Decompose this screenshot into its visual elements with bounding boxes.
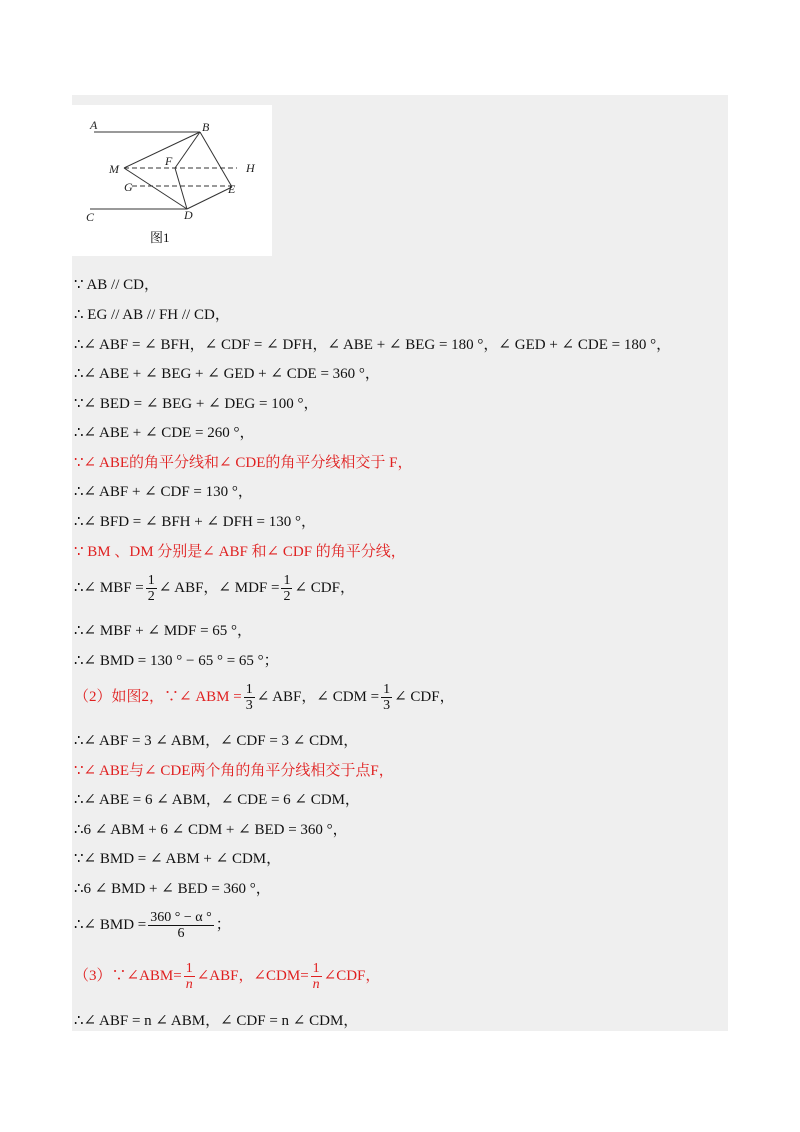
line-8: ∴∠ ABF + ∠ CDF = 130 °， xyxy=(74,484,253,500)
label-c: C xyxy=(86,210,95,224)
line-11: ∴∠ MBF + ∠ MDF = 65 °， xyxy=(74,623,253,639)
fraction-half-1: $\frac{1}{2}$ xyxy=(147,573,155,604)
line-bmd xyxy=(74,910,231,941)
text: ∴∠ MBF = xyxy=(74,579,144,596)
fraction-bmd: $\frac{360 ^\circ - \alpha ^\circ}{6}$ xyxy=(150,910,212,941)
label-m: M xyxy=(109,162,119,176)
label-g: G xyxy=(124,180,133,194)
text: ∴∠ BMD = xyxy=(74,916,147,933)
text: ∠ CDF， xyxy=(394,688,455,705)
line-14: ∵∠ ABE与∠ CDE两个角的角平分线相交于点F， xyxy=(74,763,394,779)
line-7: ∵∠ ABE的角平分线和∠ CDE的角平分线相交于 F， xyxy=(74,455,413,471)
text: ∠ ABF，∠ CDM = xyxy=(256,688,380,705)
fraction-n-2: $\frac{1}{n}$ xyxy=(312,961,320,992)
fraction-third-2: $\frac{1}{3}$ xyxy=(383,682,391,713)
line-5: ∵∠ BED = ∠ BEG + ∠ DEG = 100 °， xyxy=(74,396,319,412)
line-12: ∴∠ BMD = 130 ° − 65 ° = 65 °； xyxy=(74,653,279,669)
line-10: ∵ BM 、DM 分别是∠ ABF 和∠ CDF 的角平分线， xyxy=(74,544,406,560)
line-2: ∴ EG // AB // FH // CD， xyxy=(74,307,230,323)
text: （2）如图2，∵∠ ABM = xyxy=(74,688,242,705)
fraction-half-2: $\frac{1}{2}$ xyxy=(283,573,291,604)
line-mbf xyxy=(74,573,355,604)
figure-diagram xyxy=(72,105,272,256)
line-16: ∴6 ∠ ABM + 6 ∠ CDM + ∠ BED = 360 °， xyxy=(74,822,348,838)
line-3: ∴∠ ABF = ∠ BFH，∠ CDF = ∠ DFH，∠ ABE + ∠ BEG = 180 °，∠ GED + ∠ CDE = 180 °， xyxy=(74,337,672,353)
label-d: D xyxy=(184,208,193,222)
label-f: F xyxy=(165,154,173,168)
line-13: ∴∠ ABF = 3 ∠ ABM，∠ CDF = 3 ∠ CDM， xyxy=(74,733,359,749)
fraction-n-1: $\frac{1}{n}$ xyxy=(185,961,193,992)
text: ∠CDF， xyxy=(323,967,381,984)
text: （3）∵∠ABM= xyxy=(74,967,182,984)
line-part3 xyxy=(74,961,380,992)
line-18: ∴6 ∠ BMD + ∠ BED = 360 °， xyxy=(74,881,271,897)
line-9: ∴∠ BFD = ∠ BFH + ∠ DFH = 130 °， xyxy=(74,514,316,530)
label-h: H xyxy=(246,161,255,175)
label-e: E xyxy=(228,182,236,196)
line-6: ∴∠ ABE + ∠ CDE = 260 °， xyxy=(74,425,255,441)
label-a: A xyxy=(90,118,98,132)
line-part2 xyxy=(74,682,455,713)
geometry-figure xyxy=(72,105,272,256)
text: ∠ ABF，∠ MDF = xyxy=(158,579,280,596)
line-1: ∵ AB // CD， xyxy=(74,277,159,293)
line-15: ∴∠ ABE = 6 ∠ ABM，∠ CDE = 6 ∠ CDM， xyxy=(74,792,360,808)
text: ； xyxy=(215,916,231,933)
label-b: B xyxy=(202,120,210,134)
text: ∠ CDF， xyxy=(294,579,355,596)
text: ∠ABF，∠CDM= xyxy=(196,967,309,984)
fraction-third-1: $\frac{1}{3}$ xyxy=(245,682,253,713)
line-4: ∴∠ ABE + ∠ BEG + ∠ GED + ∠ CDE = 360 °， xyxy=(74,366,380,382)
line-17: ∵∠ BMD = ∠ ABM + ∠ CDM， xyxy=(74,851,282,867)
figure-caption: 图1 xyxy=(150,230,170,245)
line-last: ∴∠ ABF = n ∠ ABM，∠ CDF = n ∠ CDM， xyxy=(74,1013,359,1029)
